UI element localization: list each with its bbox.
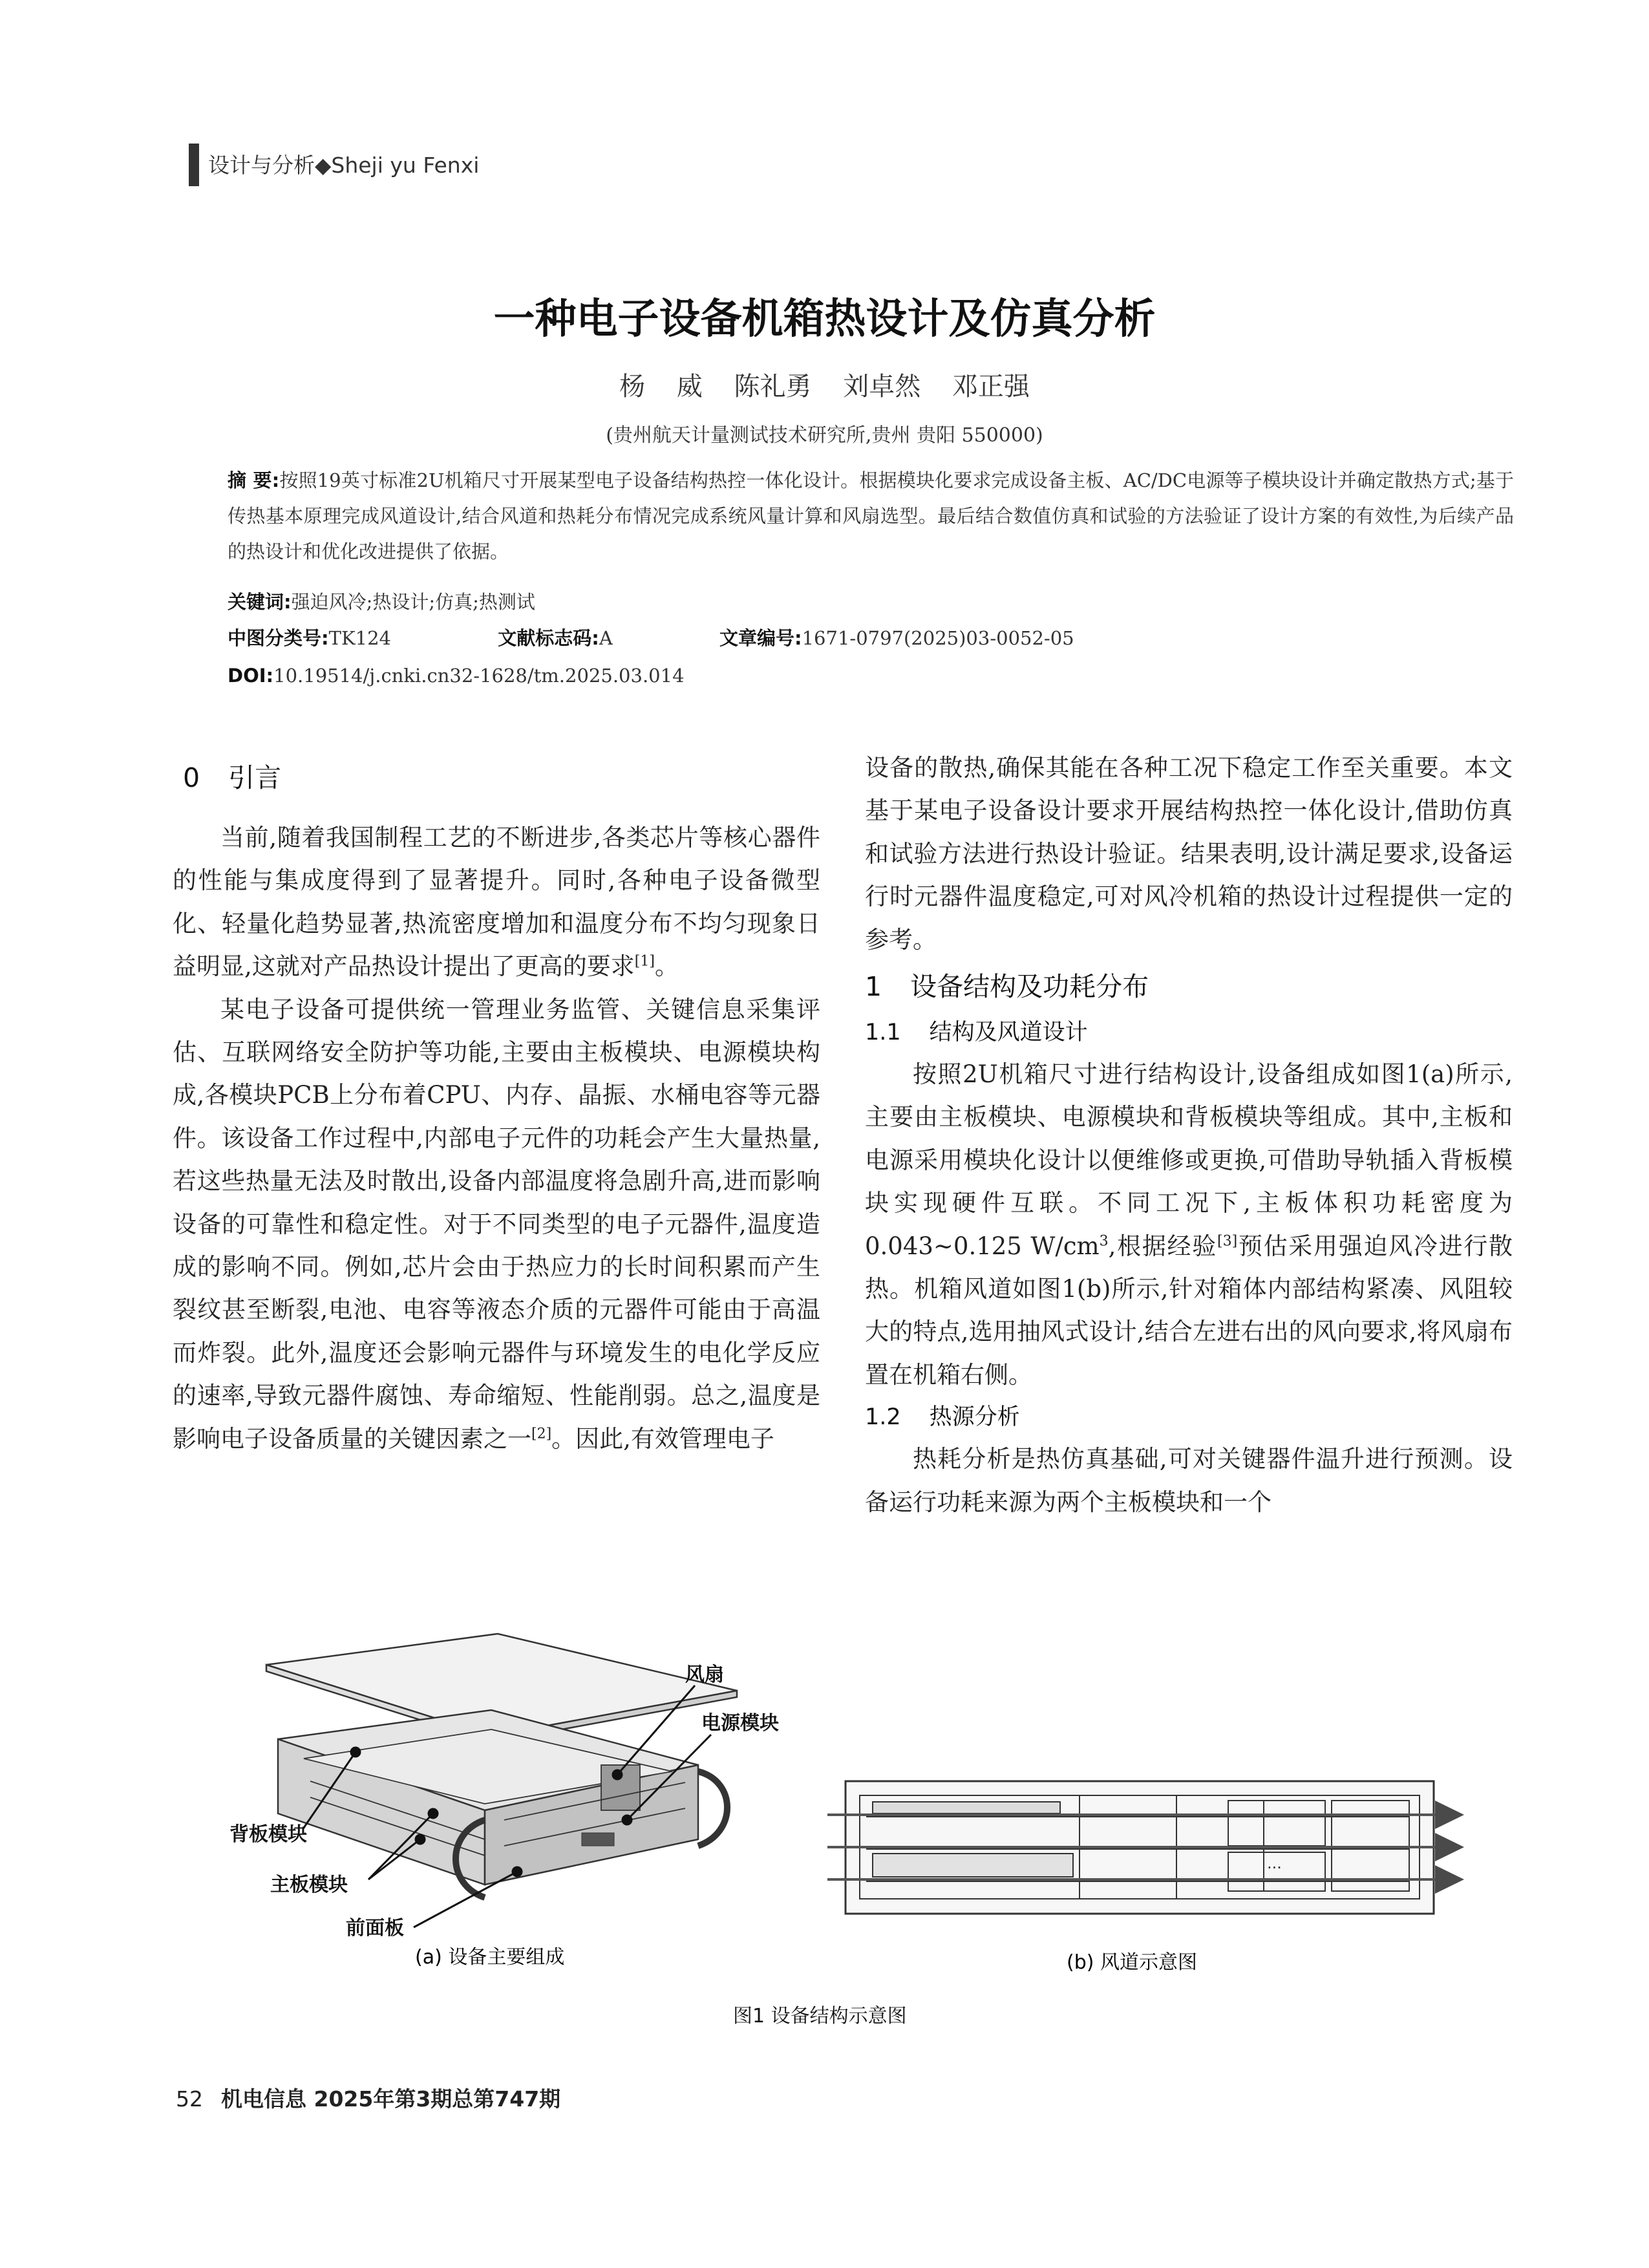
handle-right (698, 1771, 727, 1846)
ref-1: [1] (634, 953, 655, 970)
ref-2: [2] (531, 1426, 552, 1442)
article-title: 一种电子设备机箱热设计及仿真分析 (493, 295, 1156, 343)
header-section-cn: 设计与分析 (208, 153, 315, 178)
abstract-label: 摘 要: (228, 469, 280, 491)
section-1-title: 设备结构及功耗分布 (910, 971, 1149, 1003)
keywords (228, 584, 1514, 620)
figure-1 (220, 1626, 1519, 1975)
paragraph-2-continued: 设备的散热,确保其能在各种工况下稳定工作至关重要。本文基于某电子设备设计要求开展结构热控一体化设计,借助仿真和试验方法进行热设计验证。结果表明,设计满足要求,设备运行时元器件温度稳定,可对风冷机箱的热设计过程提供一定的参考。 (865, 754, 1513, 954)
dots-label: ··· (1267, 1859, 1282, 1877)
arrow-icon (1435, 1865, 1464, 1894)
clc-label: 中图分类号: (228, 627, 329, 649)
section-1-1-title: 结构及风道设计 (929, 1020, 1088, 1046)
label-backplane-module: 背板模块 (229, 1823, 307, 1846)
article-authors: 杨 威 陈礼勇 刘卓然 邓正强 (619, 372, 1030, 401)
module-block-2 (873, 1854, 1073, 1877)
paragraph-3: 按照2U机箱尺寸进行结构设计,设备组成如图1(a)所示,主要由主板模块、电源模块和背板模块等组成。其中,主板和电源采用模块化设计以便维修或更换,可借助导轨插入背板模块实现硬件互联。不同工况下,主板体积功耗密度为0.043~0.125 $W/cm^3$,根据经验[3]预估采用强迫风冷进行散热。机箱风道如图1(b)所示,针对箱体内部结构紧凑、风阻较大的特点,选用抽风式设计,结合左进右出的风向要求,将风扇布置在机箱右侧。 (865, 1060, 1513, 1389)
abstract (228, 463, 1514, 570)
doc-code-label: 文献标志码: (498, 627, 599, 649)
running-header (208, 149, 479, 179)
article-number-label: 文章编号: (719, 627, 802, 649)
paragraph-2: 某电子设备可提供统一管理业务监管、关键信息采集评估、互联网络安全防护等功能,主要由主板模块、电源模块构成,各模块PCB上分布着CPU、内存、晶振、水桶电容等元器件。该设备工作过程中,内部电子元件的功耗会产生大量热量,若这些热量无法及时散出,设备内部温度将急剧升高,进而影响设备的可靠性和稳定性。对于不同类型的电子元器件,温度造成的影响不同。例如,芯片会由于热应力的长时间积累而产生裂纹甚至断裂,电池、电容等液态介质的元器件可能由于高温而炸裂。此外,温度还会影响元器件与环境发生的电化学反应的速率,导致元器件腐蚀、寿命缩短、性能削弱。总之,温度是影响电子设备质量的关键因素之一[2]。因此,有效管理电子 (173, 995, 820, 1453)
page-number: 52 (176, 2086, 203, 2112)
caption-a: (a) 设备主要组成 (415, 1946, 565, 1969)
superscript-3: 3 (1099, 1233, 1109, 1250)
arrow-icon (1435, 1801, 1464, 1829)
label-power-module: 电源模块 (701, 1712, 779, 1735)
article-affiliation: (贵州航天计量测试技术研究所,贵州 贵阳 550000) (606, 424, 1043, 447)
chassis-drawing (266, 1634, 737, 1898)
ref-3: [3] (1217, 1233, 1238, 1250)
section-1-number: 1 (865, 971, 882, 1003)
section-0-number: 0 (183, 762, 200, 793)
left-column (173, 817, 820, 1460)
doi-value: 10.19514/j.cnki.cn32-1628/tm.2025.03.014 (273, 665, 685, 687)
section-1-heading (865, 964, 1513, 1009)
front-panel-slot (582, 1833, 614, 1846)
figure-1-drawing (220, 1626, 1519, 1975)
section-1-2-heading (865, 1396, 1513, 1438)
module-block-1 (873, 1802, 1060, 1813)
label-fan: 风扇 (685, 1664, 724, 1686)
header-section-pinyin: Sheji yu Fenxi (331, 153, 480, 178)
doc-code-value: A (599, 627, 613, 649)
label-mainboard-module: 主板模块 (270, 1874, 348, 1896)
article-number (719, 627, 1125, 649)
doc-code (498, 627, 663, 649)
doi-label: DOI: (228, 665, 274, 687)
section-0-heading (183, 755, 281, 800)
clc (228, 627, 442, 649)
section-1-2-title: 热源分析 (929, 1404, 1020, 1431)
page-footer (176, 2082, 560, 2113)
arrow-icon (1435, 1833, 1464, 1861)
journal-issue: 机电信息 2025年第3期总第747期 (221, 2086, 561, 2112)
article-number-value: 1671-0797(2025)03-0052-05 (802, 627, 1074, 649)
header-bar (189, 144, 199, 186)
label-front-panel: 前面板 (346, 1917, 404, 1940)
clc-value: TK124 (328, 627, 391, 649)
classification-line (228, 621, 1514, 656)
paragraph-1: 当前,随着我国制程工艺的不断进步,各类芯片等核心器件的性能与集成度得到了显著提升。同时,各种电子设备微型化、轻量化趋势显著,热流密度增加和温度分布不均匀现象日益明显,这就对产品热设计提出了更高的要求[1]。 (173, 824, 820, 981)
section-0-title: 引言 (228, 762, 282, 793)
paragraph-4: 热耗分析是热仿真基础,可对关键器件温升进行预测。设备运行功耗来源为两个主板模块和一个 (865, 1445, 1513, 1516)
abstract-text: 按照19英寸标准2U机箱尺寸开展某型电子设备结构热控一体化设计。根据模块化要求完成设备主板、AC/DC电源等子模块设计并确定散热方式;基于传热基本原理完成风道设计,结合风道和热耗分布情况完成系统风量计算和风扇选型。最后结合数值仿真和试验的方法验证了设计方案的有效性,为后续产品的热设计和优化改进提供了依据。 (228, 469, 1514, 562)
section-1-2-number: 1.2 (865, 1404, 901, 1431)
diamond-icon: ◆ (315, 153, 332, 178)
caption-b: (b) 风道示意图 (1067, 1951, 1197, 1974)
figure-1-caption: 图1 设备结构示意图 (733, 2005, 907, 2027)
right-column (865, 747, 1513, 1524)
doi (228, 658, 1514, 694)
section-1-1-number: 1.1 (865, 1020, 901, 1046)
section-1-1-heading (865, 1012, 1513, 1053)
keywords-label: 关键词: (228, 591, 292, 613)
outflow-arrows (1435, 1801, 1464, 1894)
keywords-text: 强迫风冷;热设计;仿真;热测试 (291, 591, 535, 613)
